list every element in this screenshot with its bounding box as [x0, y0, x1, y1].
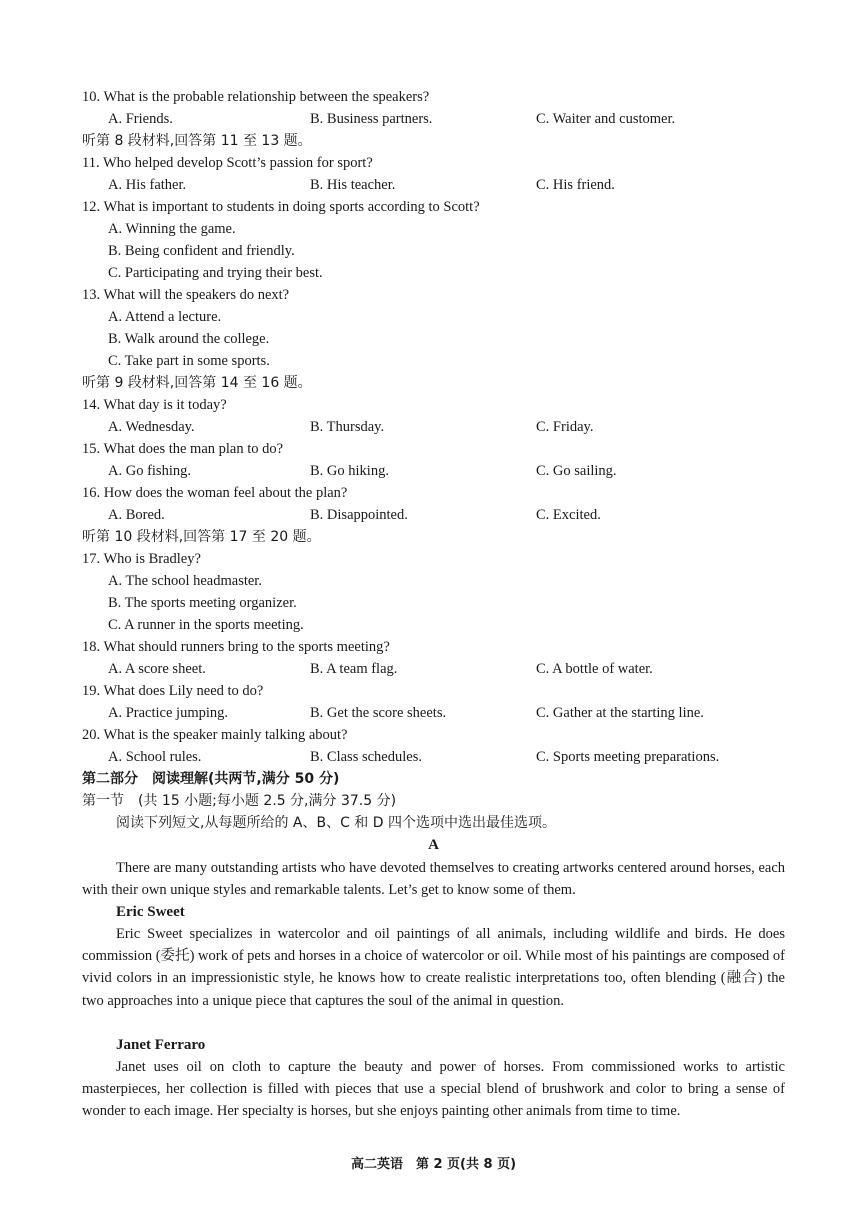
passage-intro	[82, 857, 785, 901]
option-c: C. Sports meeting preparations.	[536, 749, 720, 765]
option-a: A. Bored.	[108, 507, 165, 523]
question-11: 11. Who helped develop Scott’s passion for sport?	[82, 155, 373, 171]
option-a: A. His father.	[108, 177, 187, 193]
section-intro: 听第 8 段材料,回答第 11 至 13 题。	[82, 133, 312, 149]
option-a: A. The school headmaster.	[108, 573, 262, 589]
option-b: B. Class schedules.	[310, 749, 422, 765]
artist-description	[82, 1056, 785, 1123]
question-13: 13. What will the speakers do next?	[82, 287, 290, 303]
section-intro: 听第 10 段材料,回答第 17 至 20 题。	[82, 529, 321, 545]
option-b: B. Thursday.	[310, 419, 385, 435]
question-18: 18. What should runners bring to the sports meeting?	[82, 639, 390, 655]
artist-description-text: Eric Sweet specializes in watercolor and oil paintings of all animals, including wildlife and birds. He does commission (委托) work of pets and horses in a choice of watercolor or oil. While most of his paintings are composed of vivid colors in an impressionistic style, he knows how to create realistic interpretations too, often blending (融合) the two approaches into a unique piece that captures the soul of the animal in question.	[82, 926, 785, 1009]
option-c: C. Participating and trying their best.	[108, 265, 323, 281]
artist-name: Janet Ferraro	[116, 1037, 206, 1053]
option-b: B. Business partners.	[310, 111, 433, 127]
part-title: 第一节 (共 15 小题;每小题 2.5 分,满分 37.5 分)	[82, 793, 397, 809]
artist-name: Eric Sweet	[116, 904, 185, 920]
page-footer: 高二英语 第 2 页(共 8 页)	[350, 1157, 517, 1172]
option-c: C. Friday.	[536, 419, 594, 435]
option-a: A. Friends.	[108, 111, 173, 127]
option-b: B. The sports meeting organizer.	[108, 595, 297, 611]
section-title: 第二部分 阅读理解(共两节,满分 50 分)	[82, 771, 340, 787]
option-b: B. Get the score sheets.	[310, 705, 447, 721]
option-a: A. Wednesday.	[108, 419, 195, 435]
artist-description	[82, 923, 785, 1012]
question-16: 16. How does the woman feel about the plan?	[82, 485, 348, 501]
passage-letter: A	[428, 837, 439, 853]
option-a: A. A score sheet.	[108, 661, 206, 677]
option-c: C. Gather at the starting line.	[536, 705, 704, 721]
option-b: B. Disappointed.	[310, 507, 408, 523]
option-c: C. Excited.	[536, 507, 601, 523]
instruction: 阅读下列短文,从每题所给的 A、B、C 和 D 四个选项中选出最佳选项。	[116, 815, 556, 831]
option-c: C. His friend.	[536, 177, 615, 193]
option-a: A. School rules.	[108, 749, 202, 765]
option-a: A. Winning the game.	[108, 221, 236, 237]
option-c: C. Take part in some sports.	[108, 353, 270, 369]
option-a: A. Attend a lecture.	[108, 309, 222, 325]
option-b: B. Being confident and friendly.	[108, 243, 295, 259]
question-19: 19. What does Lily need to do?	[82, 683, 264, 699]
option-b: B. A team flag.	[310, 661, 398, 677]
question-15: 15. What does the man plan to do?	[82, 441, 284, 457]
option-c: C. A runner in the sports meeting.	[108, 617, 304, 633]
question-10: 10. What is the probable relationship between the speakers?	[82, 89, 430, 105]
option-c: C. Go sailing.	[536, 463, 617, 479]
question-17: 17. Who is Bradley?	[82, 551, 201, 567]
question-14: 14. What day is it today?	[82, 397, 227, 413]
option-c: C. A bottle of water.	[536, 661, 653, 677]
option-a: A. Go fishing.	[108, 463, 191, 479]
section-intro: 听第 9 段材料,回答第 14 至 16 题。	[82, 375, 312, 391]
question-12: 12. What is important to students in doing sports according to Scott?	[82, 199, 480, 215]
option-a: A. Practice jumping.	[108, 705, 229, 721]
question-20: 20. What is the speaker mainly talking about?	[82, 727, 348, 743]
option-c: C. Waiter and customer.	[536, 111, 676, 127]
option-b: B. His teacher.	[310, 177, 396, 193]
artist-description-text: Janet uses oil on cloth to capture the beauty and power of horses. From commissioned works to artistic masterpieces, her collection is filled with pieces that use a special blend of brushwork and color to bring a sense of wonder to each image. Her specialty is horses, but she enjoys painting other animals from time to time.	[82, 1059, 785, 1120]
option-b: B. Go hiking.	[310, 463, 389, 479]
passage-intro-text: There are many outstanding artists who have devoted themselves to creating artworks centered around horses, each with their own unique styles and remarkable talents. Let’s get to know some of them.	[82, 860, 785, 899]
option-b: B. Walk around the college.	[108, 331, 270, 347]
